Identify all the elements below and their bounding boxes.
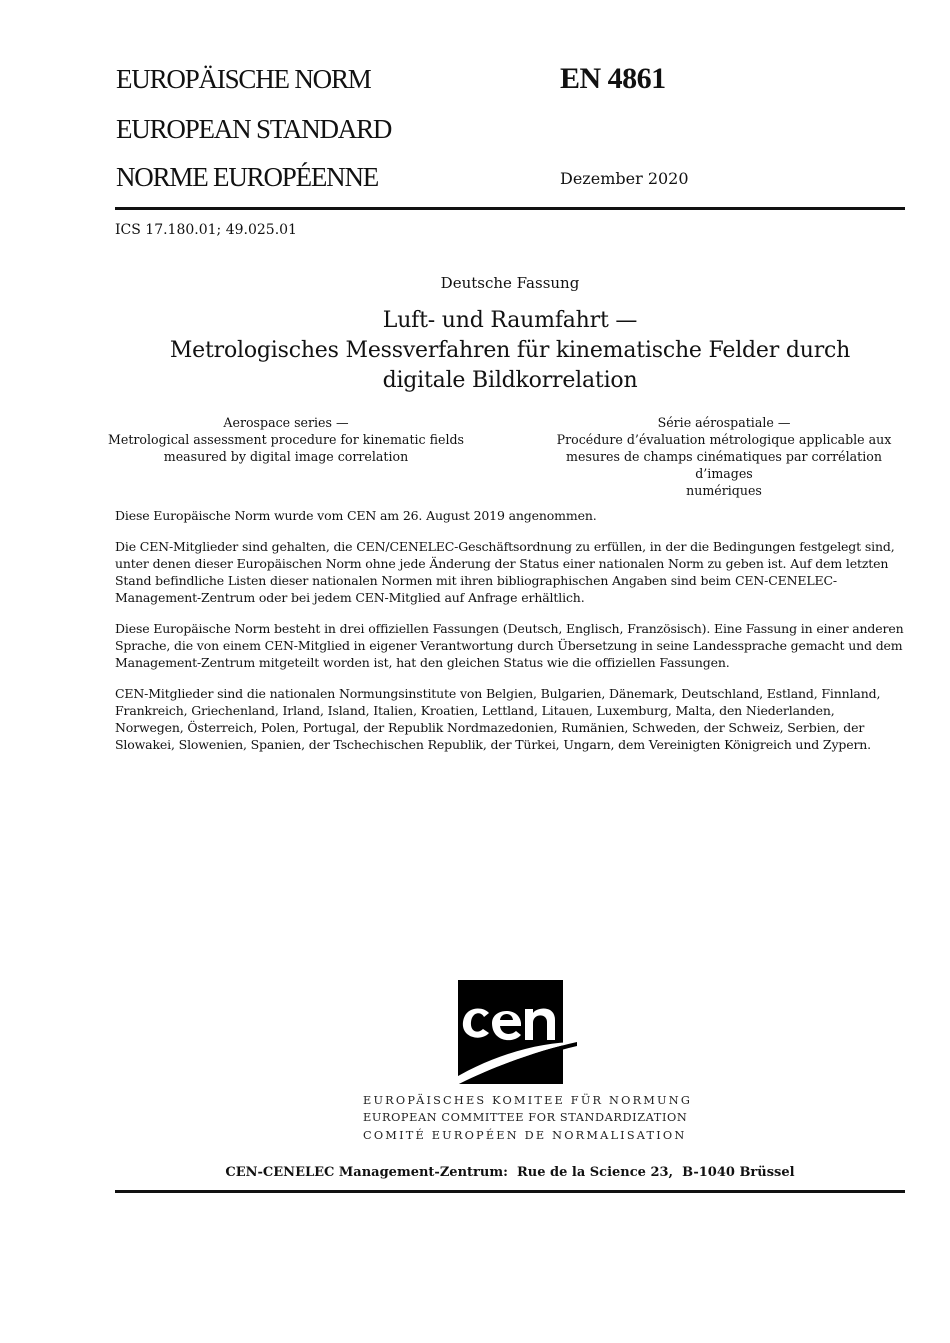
french-title-line: numériques	[686, 483, 762, 498]
adoption-paragraph: Diese Europäische Norm wurde vom CEN am 26. August 2019 angenommen.	[115, 508, 597, 523]
document-title-line: digitale Bildkorrelation	[382, 368, 638, 393]
membership-obligation-paragraph: Die CEN-Mitglieder sind gehalten, die CEN/CENELEC-Geschäftsordnung zu erfüllen, in der die Bedingungen festgelegt sind, unter denen dieser Europäischen Norm ohne jede Änderung der Status einer nationalen Norm zu geben ist. Auf dem letzten Stand befindliche Listen dieser nationalen Normen mit ihren bibliographischen Angaben sind beim CEN-CENELEC-Management-Zentrum oder bei jedem CEN-Mitglied auf Anfrage erhältlich.	[115, 539, 895, 605]
english-title-line: measured by digital image correlation	[163, 449, 409, 464]
ics-codes: ICS 17.180.01; 49.025.01	[115, 222, 297, 238]
document-title-line: Luft- und Raumfahrt —	[382, 308, 638, 333]
title-english: EUROPEAN STANDARD	[116, 114, 392, 144]
standard-number: EN 4861	[560, 62, 666, 95]
title-german: EUROPÄISCHE NORM	[116, 64, 371, 94]
french-title	[539, 414, 909, 499]
french-title-line: mesures de champs cinématiques par corrélation d’images	[566, 449, 882, 481]
english-title	[106, 414, 466, 465]
publication-date: Dezember 2020	[560, 169, 689, 188]
version-label: Deutsche Fassung	[440, 274, 580, 292]
committee-name-french: COMITÉ EUROPÉEN DE NORMALISATION	[363, 1129, 687, 1142]
members-list-paragraph: CEN-Mitglieder sind die nationalen Normungsinstitute von Belgien, Bulgarien, Dänemark, Deutschland, Estland, Finnland, Frankreich, Griechenland, Irland, Island, Italien, Kroatien, Lettland, Litauen, Luxemburg, Malta, den Niederlanden, Norwegen, Österreich, Polen, Portugal, der Republik Nordmazedonien, Rumänien, Schweden, der Schweiz, Serbien, der Slowakei, Slowenien, Spanien, der Tschechischen Republik, der Türkei, Ungarn, dem Vereinigten Königreich und Zypern.	[115, 686, 881, 752]
english-title-line: Metrological assessment procedure for kinematic fields	[108, 432, 464, 447]
management-centre-address: CEN-CENELEC Management-Zentrum: Rue de la Science 23, B-1040 Brüssel	[225, 1165, 795, 1180]
french-title-line: Série aérospatiale —	[657, 415, 791, 430]
english-title-line: Aerospace series —	[223, 415, 349, 430]
header-divider	[115, 207, 905, 210]
document-title	[115, 306, 905, 396]
cen-logo-icon	[445, 980, 563, 1088]
title-french: NORME EUROPÉENNE	[116, 162, 379, 192]
footer-divider	[115, 1190, 905, 1193]
document-title-line: Metrologisches Messverfahren für kinematische Felder durch	[169, 338, 851, 363]
committee-name-english: EUROPEAN COMMITTEE FOR STANDARDIZATION	[363, 1111, 688, 1124]
french-title-line: Procédure d’évaluation métrologique applicable aux	[556, 432, 892, 447]
official-versions-paragraph: Diese Europäische Norm besteht in drei offiziellen Fassungen (Deutsch, Englisch, Französisch). Eine Fassung in einer anderen Sprache, die von einem CEN-Mitglied in eigener Verantwortung durch Übersetzung in seine Landessprache gemacht und dem Management-Zentrum mitgeteilt worden ist, hat den gleichen Status wie die offiziellen Fassungen.	[115, 621, 904, 670]
committee-name-german: EUROPÄISCHES KOMITEE FÜR NORMUNG	[363, 1094, 693, 1107]
